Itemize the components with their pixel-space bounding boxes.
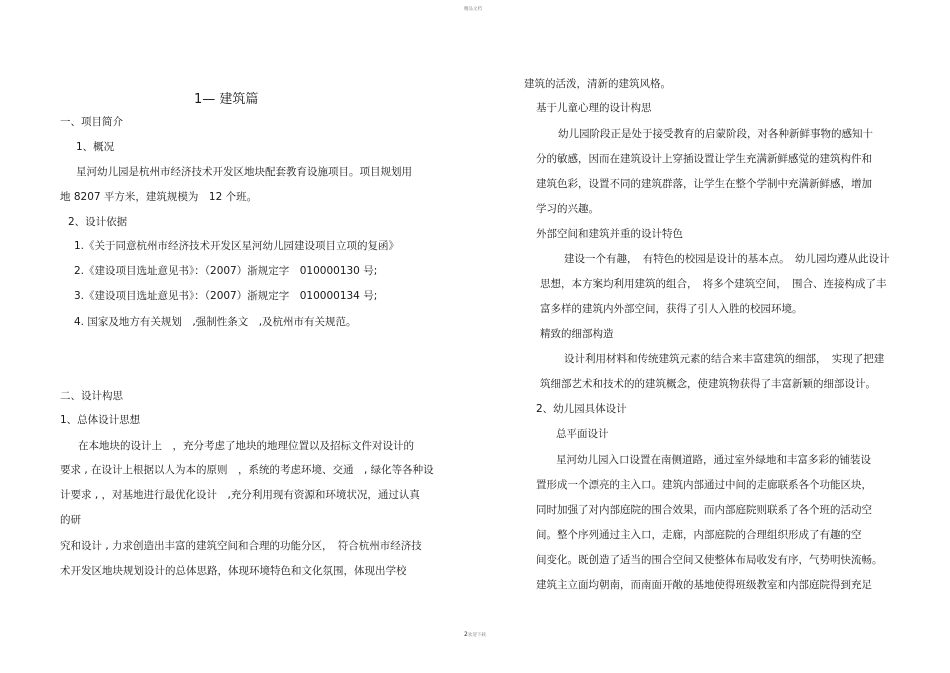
- paragraph-line: 设计利用材料和传统建筑元素的结合来丰富建筑的细部， 实现了把建: [564, 353, 885, 365]
- page-number: 2: [464, 631, 468, 638]
- page-footer: [464, 631, 486, 638]
- paragraph-line: 建筑色彩，设置不同的建筑群落，让学生在整个学制中充满新鲜感，增加: [536, 178, 872, 190]
- paragraph-line: 要求 , 在设计上根据以人为本的原则 ，系统的考虑环境、交通 , 绿化等各种设: [60, 464, 434, 476]
- paragraph-line: 建筑的活泼，清新的建筑风格。: [524, 78, 671, 90]
- subsection-heading: 总平面设计: [556, 428, 609, 440]
- paragraph-line: 星河幼儿园是杭州市经济技术开发区地块配套教育设施项目。项目规划用: [76, 166, 412, 178]
- subsection-heading: 精致的细部构造: [540, 328, 614, 340]
- reference-item: 2.《建设项目选址意见书》：（2007）浙规定字 010000130 号;: [74, 265, 378, 277]
- paragraph-line: 的研: [60, 514, 81, 526]
- paragraph-line: 间。整个序列通过主入口，走廊，内部庭院的合理组织形成了有趣的空: [536, 529, 862, 541]
- paragraph-line: 术开发区地块规划设计的总体思路，体现环境特色和文化氛围，体现出学校: [60, 565, 407, 577]
- paragraph-line: 间变化。既创造了适当的围合空间又使整体布局收发有序，气势明快流畅。: [536, 554, 883, 566]
- subsection-heading: 外部空间和建筑并重的设计特色: [536, 228, 683, 240]
- paragraph-line: 建设一个有趣， 有特色的校园是设计的基本点。 幼儿园均遵从此设计: [564, 253, 890, 265]
- reference-item: 1.《关于同意杭州市经济技术开发区星河幼儿园建设项目立项的复函》: [74, 240, 400, 252]
- paragraph-line: 置形成一个漂亮的主入口。建筑内部通过中间的走廊联系各个功能区块，: [536, 479, 872, 491]
- paragraph-line: 同时加强了对内部庭院的围合效果，而内部庭院则联系了各个班的活动空: [536, 504, 872, 516]
- subsection-heading: 2、幼儿园具体设计: [536, 403, 627, 415]
- subsection-heading: 2、设计依据: [68, 216, 128, 228]
- paragraph-line: 建筑主立面均朝南，而南面开敞的基地使得班级教室和内部庭院得到充足: [536, 579, 872, 591]
- paragraph-line: 思想，本方案均利用建筑的组合， 将多个建筑空间， 围合、连接构成了丰: [540, 278, 887, 290]
- paragraph-line: 富多样的建筑内外部空间，获得了引人入胜的校园环境。: [540, 303, 803, 315]
- paragraph-line: 在本地块的设计上 ，充分考虑了地块的地理位置以及招标文件对设计的: [78, 440, 414, 452]
- section-heading: 一、项目简介: [60, 116, 123, 128]
- subsection-heading: 基于儿童心理的设计构思: [536, 102, 652, 114]
- page-header-mark: 精品文档: [464, 7, 482, 12]
- paragraph-line: 幼儿园阶段正是处于接受教育的启蒙阶段，对各种新鲜事物的感知十: [558, 128, 873, 140]
- paragraph-line: 筑细部艺术和技术的的建筑概念，使建筑物获得了丰富新颖的细部设计。: [540, 378, 876, 390]
- paragraph-line: 学习的兴趣。: [536, 203, 599, 215]
- section-heading: 二、设计构思: [60, 390, 123, 402]
- subsection-heading: 1、概况: [76, 141, 115, 153]
- paragraph-line: 地 8207 平方米，建筑规模为 12 个班。: [60, 191, 258, 203]
- chapter-title: 1— 建筑篇: [194, 92, 259, 107]
- paragraph-line: 计要求 , ，对基地进行最优化设计 ,充分利用现有资源和环境状况，通过认真: [60, 489, 420, 501]
- reference-item: 4. 国家及地方有关规划 ,强制性条文 ,及杭州市有关规范。: [74, 316, 357, 328]
- paragraph-line: 星河幼儿园入口设置在南侧道路，通过室外绿地和丰富多彩的铺装设: [556, 454, 871, 466]
- reference-item: 3.《建设项目选址意见书》：（2007）浙规定字 010000134 号;: [74, 290, 378, 302]
- subsection-heading: 1、总体设计思想: [60, 414, 141, 426]
- page-footer-mark: 欢迎下载: [467, 633, 486, 638]
- paragraph-line: 究和设计 , 力求创造出丰富的建筑空间和合理的功能分区， 符合杭州市经济技: [60, 540, 422, 552]
- paragraph-line: 分的敏感，因而在建筑设计上穿插设置让学生充满新鲜感觉的建筑构件和: [536, 153, 872, 165]
